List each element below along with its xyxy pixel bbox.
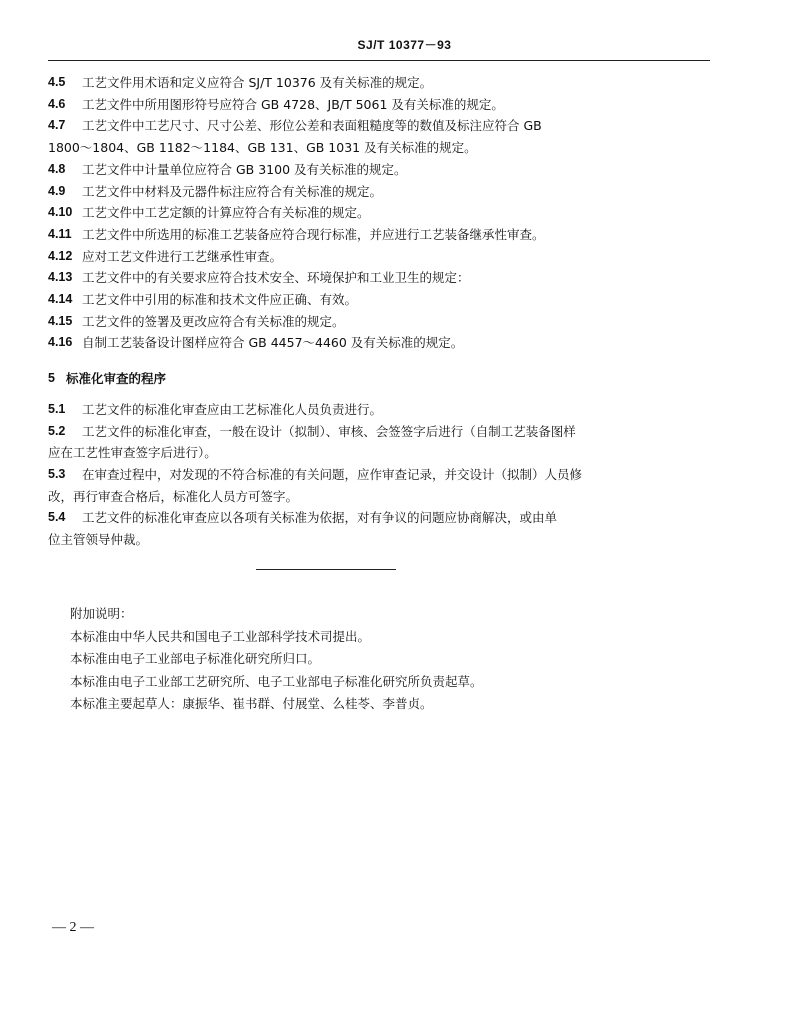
section-number: 5 — [48, 371, 55, 386]
notes-line: 本标准由电子工业部工艺研究所、电子工业部电子标准化研究所负责起草。 — [70, 673, 483, 689]
document-code-header: SJ/T 10377－93 — [357, 38, 452, 52]
clause-5-3-continuation — [48, 486, 608, 508]
clause-number: 5.1 — [48, 401, 66, 416]
clause-4-7 — [48, 115, 608, 137]
clause-4-13 — [48, 267, 608, 289]
clause-4-9 — [48, 181, 608, 203]
clause-text: 工艺文件的标准化审查应由工艺标准化人员负责进行。 — [82, 401, 383, 417]
clause-text: 在审查过程中，对发现的不符合标准的有关问题，应作审查记录，并交设计（拟制）人员修 — [82, 466, 583, 482]
clause-text: 工艺文件中工艺尺寸、尺寸公差、形位公差和表面粗糙度等的数值及标注应符合 GB — [82, 118, 542, 134]
clause-number: 4.10 — [48, 205, 73, 220]
clause-5-4-continuation — [48, 529, 608, 551]
clause-text: 1800～1804、GB 1182～1184、GB 131、GB 1031 及有关标准的规定。 — [48, 140, 477, 156]
clause-number: 5.4 — [48, 510, 66, 525]
clause-number: 4.11 — [48, 226, 72, 241]
clause-4-6 — [48, 94, 608, 116]
clause-number: 4.9 — [48, 183, 66, 198]
clause-text: 工艺文件中材料及元器件标注应符合有关标准的规定。 — [82, 183, 383, 199]
clause-text: 工艺文件中计量单位应符合 GB 3100 及有关标准的规定。 — [82, 161, 407, 177]
clause-text: 工艺文件的标准化审查应以各项有关标准为依据，对有争议的问题应协商解决，或由单 — [82, 510, 558, 526]
clause-5-2-continuation — [48, 442, 608, 464]
clause-4-16 — [48, 332, 608, 354]
clause-number: 4.5 — [48, 75, 66, 89]
clause-4-10 — [48, 202, 608, 224]
clause-number: 4.12 — [48, 248, 73, 263]
clause-number: 4.7 — [48, 118, 66, 133]
clause-text: 自制工艺装备设计图样应符合 GB 4457～4460 及有关标准的规定。 — [82, 335, 464, 351]
clause-4-14 — [48, 289, 608, 311]
clause-4-7-continuation — [48, 137, 608, 159]
clause-4-11 — [48, 224, 608, 246]
clause-number: 4.6 — [48, 96, 66, 111]
clause-text: 工艺文件用术语和定义应符合 SJ/T 10376 及有关标准的规定。 — [82, 75, 433, 90]
notes-line: 本标准由电子工业部电子标准化研究所归口。 — [70, 651, 321, 667]
clause-number: 4.13 — [48, 270, 73, 285]
notes-line: 本标准由中华人民共和国电子工业部科学技术司提出。 — [70, 628, 371, 644]
clause-number: 5.3 — [48, 466, 66, 481]
clause-4-15 — [48, 311, 608, 333]
clause-number: 5.2 — [48, 423, 66, 438]
clause-5-1 — [48, 399, 608, 421]
clause-number: 4.16 — [48, 335, 73, 350]
end-separator-rule — [256, 569, 396, 570]
page-number: — 2 — — [52, 920, 94, 935]
clause-number: 4.15 — [48, 313, 73, 328]
notes-line: 本标准主要起草人：康振华、崔书群、付展堂、么桂苓、李普贞。 — [70, 696, 433, 712]
clause-text: 工艺文件中工艺定额的计算应符合有关标准的规定。 — [82, 205, 370, 221]
clause-4-8 — [48, 159, 608, 181]
section-title: 标准化审查的程序 — [66, 371, 167, 387]
clause-text: 工艺文件中所用图形符号应符合 GB 4728、JB/T 5061 及有关标准的规定。 — [82, 96, 504, 112]
header-rule — [48, 60, 710, 61]
clause-text: 工艺文件中的有关要求应符合技术安全、环境保护和工业卫生的规定： — [82, 270, 470, 286]
clause-text: 改，再行审查合格后，标准化人员方可签字。 — [48, 488, 299, 504]
clause-text: 位主管领导仲裁。 — [48, 532, 149, 548]
clause-4-5 — [48, 72, 608, 94]
notes-title: 附加说明： — [70, 606, 133, 621]
section-gap — [48, 390, 608, 399]
clause-4-12 — [48, 246, 608, 268]
clause-5-4 — [48, 507, 608, 529]
section-gap — [48, 354, 608, 368]
clause-text: 应对工艺文件进行工艺继承性审查。 — [82, 248, 283, 264]
clause-number: 4.14 — [48, 292, 73, 307]
clause-text: 工艺文件的签署及更改应符合有关标准的规定。 — [82, 313, 345, 329]
clause-number: 4.8 — [48, 161, 66, 176]
additional-notes — [70, 603, 590, 716]
clause-5-3 — [48, 464, 608, 486]
clause-text: 工艺文件的标准化审查，一般在设计（拟制）、审核、会签签字后进行（自制工艺装备图样 — [82, 423, 576, 439]
clause-text: 应在工艺性审查签字后进行）。 — [48, 445, 217, 461]
section-5-heading — [48, 368, 608, 390]
clause-text: 工艺文件中所选用的标准工艺装备应符合现行标准，并应进行工艺装备继承性审查。 — [82, 226, 545, 242]
clauses-section — [48, 72, 608, 551]
clause-text: 工艺文件中引用的标准和技术文件应正确、有效。 — [82, 292, 358, 308]
clause-5-2 — [48, 421, 608, 443]
